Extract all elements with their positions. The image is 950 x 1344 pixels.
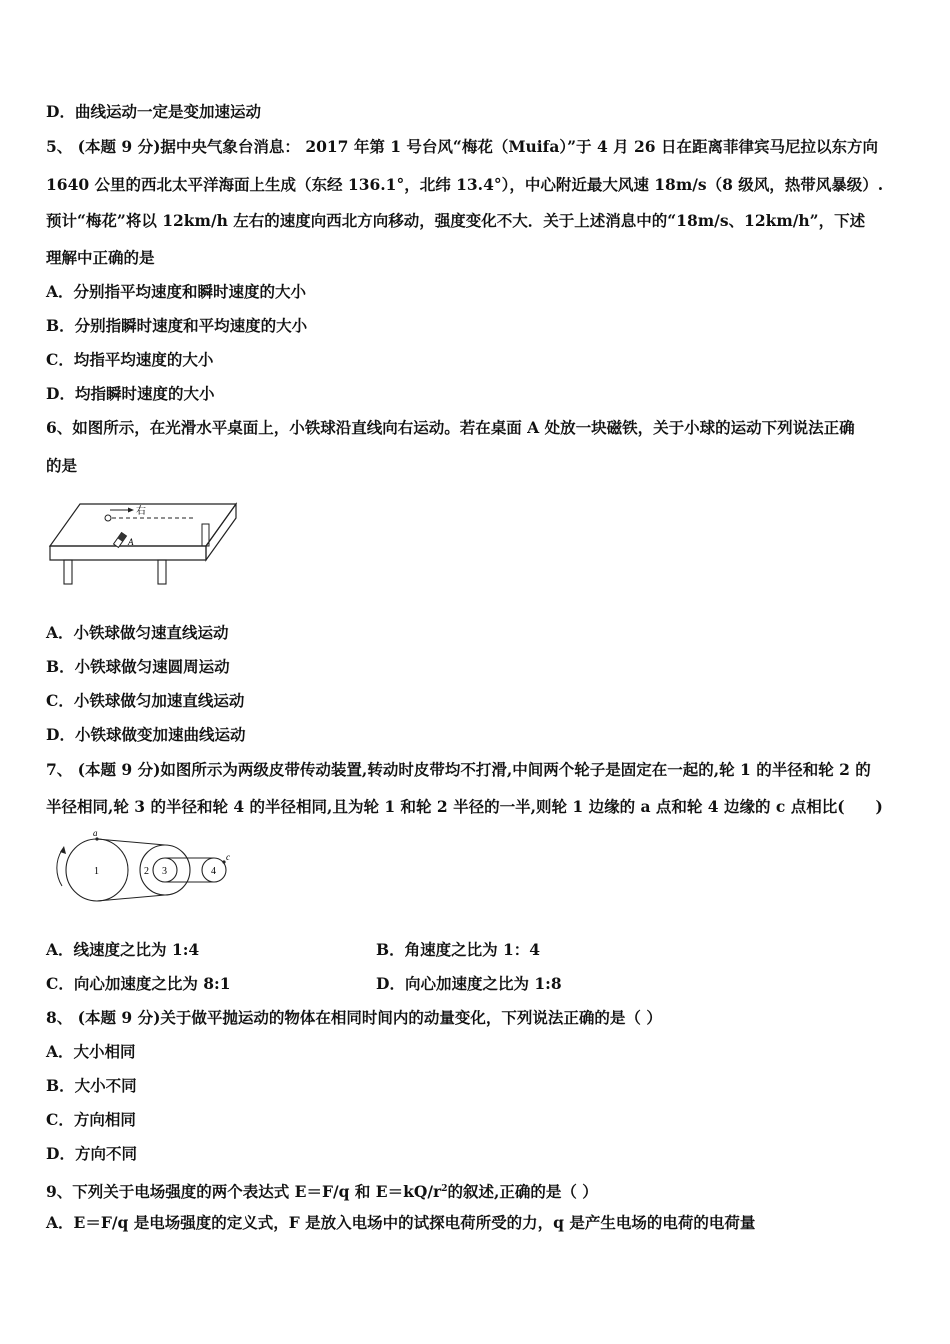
wheel-4-label: 4 <box>211 866 216 877</box>
magnet-label: A <box>128 537 134 547</box>
q5-stem-line2: 1640 公里的西北太平洋海面上生成（东经 136.1°，北纬 13.4°），中心附近最大风速 18m/s（8 级风，热带风暴级）. <box>46 175 884 194</box>
q5-option-a: A．分别指平均速度和瞬时速度的大小 <box>46 282 307 301</box>
wheel-2-label: 2 <box>144 866 149 877</box>
point-c-label: c <box>226 852 230 862</box>
q8-option-b: B．大小不同 <box>46 1076 137 1095</box>
arrow-label: 右 <box>136 506 146 517</box>
q9-stem-pre: 9、下列关于电场强度的两个表达式 E＝F/q 和 E＝kQ/r <box>46 1182 442 1202</box>
q5-option-c: C．均指平均速度的大小 <box>46 350 214 369</box>
iron-ball <box>105 515 111 521</box>
q7-option-c: C．向心加速度之比为 8:1 <box>46 974 231 993</box>
q9-stem-post: 的叙述,正确的是（ ） <box>447 1182 598 1202</box>
belt-drive-figure <box>52 828 242 906</box>
q6-stem-line2: 的是 <box>46 456 78 475</box>
q7-stem-line2: 半径相同,轮 3 的半径和轮 4 的半径相同,且为轮 1 和轮 2 半径的一半,则轮 1 边缘的 a 点和轮 4 边缘的 c 点相比( ) <box>46 797 883 816</box>
q7-stem-line1: 7、 (本题 9 分)如图所示为两级皮带传动装置,转动时皮带均不打滑,中间两个轮子是固定在一起的,轮 1 的半径和轮 2 的 <box>46 760 871 779</box>
q6-option-c: C．小铁球做匀加速直线运动 <box>46 691 245 710</box>
wheel-3-label: 3 <box>162 866 167 877</box>
right-arrow-icon <box>128 508 134 513</box>
q6-option-a: A．小铁球做匀速直线运动 <box>46 623 229 642</box>
q8-option-d: D．方向不同 <box>46 1144 137 1163</box>
q5-option-d: D．均指瞬时速度的大小 <box>46 384 215 403</box>
q8-option-a: A．大小相同 <box>46 1042 136 1061</box>
q4-option-d: D．曲线运动一定是变加速运动 <box>46 102 261 121</box>
q7-option-d: D．向心加速度之比为 1:8 <box>376 974 562 993</box>
q5-option-b: B．分别指瞬时速度和平均速度的大小 <box>46 316 308 335</box>
q7-option-b: B．角速度之比为 1：4 <box>376 940 541 959</box>
q5-stem-line1: 5、 (本题 9 分)据中央气象台消息： 2017 年第 1 号台风“梅花（Muifa）”于 4 月 26 日在距离菲律宾马尼拉以东方向 <box>46 137 878 156</box>
wheel-1-label: 1 <box>94 866 99 877</box>
table-figure <box>46 498 246 590</box>
q9-stem-sup: 2 <box>441 1184 448 1194</box>
q9-option-a: A．E＝F/q 是电场强度的定义式，F 是放入电场中的试探电荷所受的力，q 是产生电场的电荷的电荷量 <box>46 1213 756 1232</box>
q6-option-d: D．小铁球做变加速曲线运动 <box>46 725 246 744</box>
q6-option-b: B．小铁球做匀速圆周运动 <box>46 657 230 676</box>
q7-option-a: A．线速度之比为 1:4 <box>46 940 200 959</box>
q5-stem-line3: 预计“梅花”将以 12km/h 左右的速度向西北方向移动，强度变化不大．关于上述消息中的“18m/s、12km/h”，下述 <box>46 211 866 230</box>
q8-option-c: C．方向相同 <box>46 1110 136 1129</box>
point-a-label: a <box>93 828 98 838</box>
q6-stem-line1: 6、如图所示，在光滑水平桌面上，小铁球沿直线向右运动。若在桌面 A 处放一块磁铁，关于小球的运动下列说法正确 <box>46 418 855 437</box>
magnet-icon <box>114 533 127 548</box>
q5-stem-line4: 理解中正确的是 <box>46 248 155 267</box>
q8-stem: 8、 (本题 9 分)关于做平抛运动的物体在相同时间内的动量变化，下列说法正确的是（ ） <box>46 1008 662 1027</box>
q9-stem <box>46 1179 598 1202</box>
